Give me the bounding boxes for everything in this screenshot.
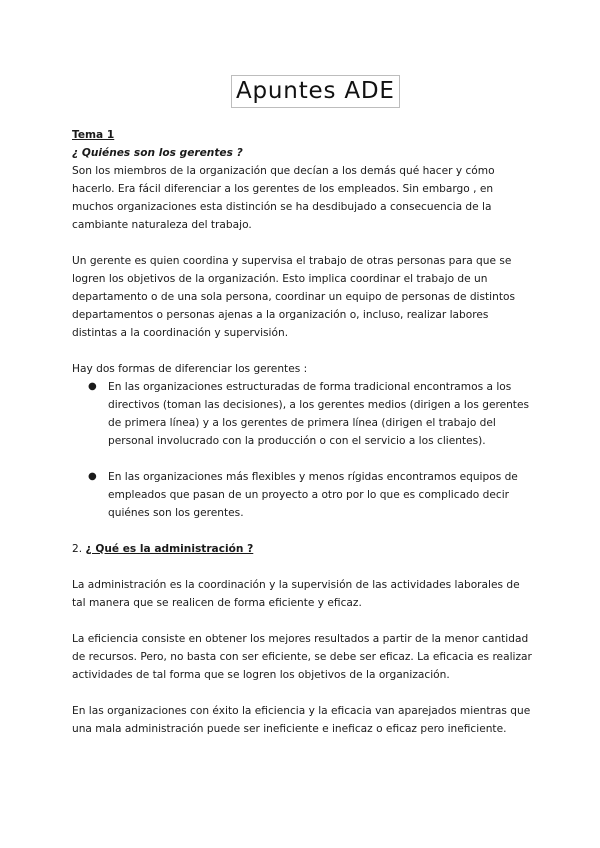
question-heading: ¿ Quiénes son los gerentes ? [72, 147, 243, 159]
document-body [72, 126, 532, 738]
paragraph-6: En las organizaciones con éxito la eficiencia y la eficacia van aparejados mientras que una mala administración puede ser ineficiente e ineficaz o eficaz pero ineficiente. [72, 705, 531, 735]
list-item [72, 378, 532, 450]
paragraph-1: Son los miembros de la organización que decían a los demás qué hacer y cómo hacerlo. Era fácil diferenciar a los gerentes de los empleados. Sin embargo , en muchos organizaciones esta distinción se ha desdibujado a consecuencia de la cambiante naturaleza del trabajo. [72, 165, 495, 231]
list-item [72, 468, 532, 522]
section-heading [72, 540, 532, 558]
document-title: Apuntes ADE [231, 75, 400, 108]
paragraph-3: Hay dos formas de diferenciar los gerentes : [72, 363, 308, 375]
bullet-list [72, 378, 532, 522]
bullet-text: En las organizaciones más flexibles y menos rígidas encontramos equipos de empleados que pasan de un proyecto a otro por lo que es complicado decir quiénes son los gerentes. [108, 471, 518, 519]
topic-label: Tema 1 [72, 129, 115, 141]
section-number: 2. [72, 543, 83, 555]
paragraph-4: La administración es la coordinación y la supervisión de las actividades laborales de tal manera que se realicen de forma eficiente y eficaz. [72, 579, 520, 609]
bullet-icon: ● [88, 471, 97, 482]
bullet-text: En las organizaciones estructuradas de forma tradicional encontramos a los directivos (toman las decisiones), a los gerentes medios (dirigen a los gerentes de primera línea) y a los gerentes de primera línea (dirigen el trabajo del personal involucrado con la producción o con el servicio a los clientes). [108, 381, 530, 447]
section-title: ¿ Qué es la administración ? [85, 543, 254, 555]
paragraph-5: La eficiencia consiste en obtener los mejores resultados a partir de la menor cantidad de recursos. Pero, no basta con ser eficiente, se debe ser eficaz. La eficacia es realizar actividades de tal forma que se logren los objetivos de la organización. [72, 633, 532, 681]
bullet-icon: ● [88, 381, 97, 392]
paragraph-2: Un gerente es quien coordina y supervisa el trabajo de otras personas para que se logren los objetivos de la organización. Esto implica coordinar el trabajo de un departamento o de una sola persona, coordinar un equipo de personas de distintos departamentos o personas ajenas a la organización o, incluso, realizar labores distintas a la coordinación y supervisión. [72, 255, 515, 339]
